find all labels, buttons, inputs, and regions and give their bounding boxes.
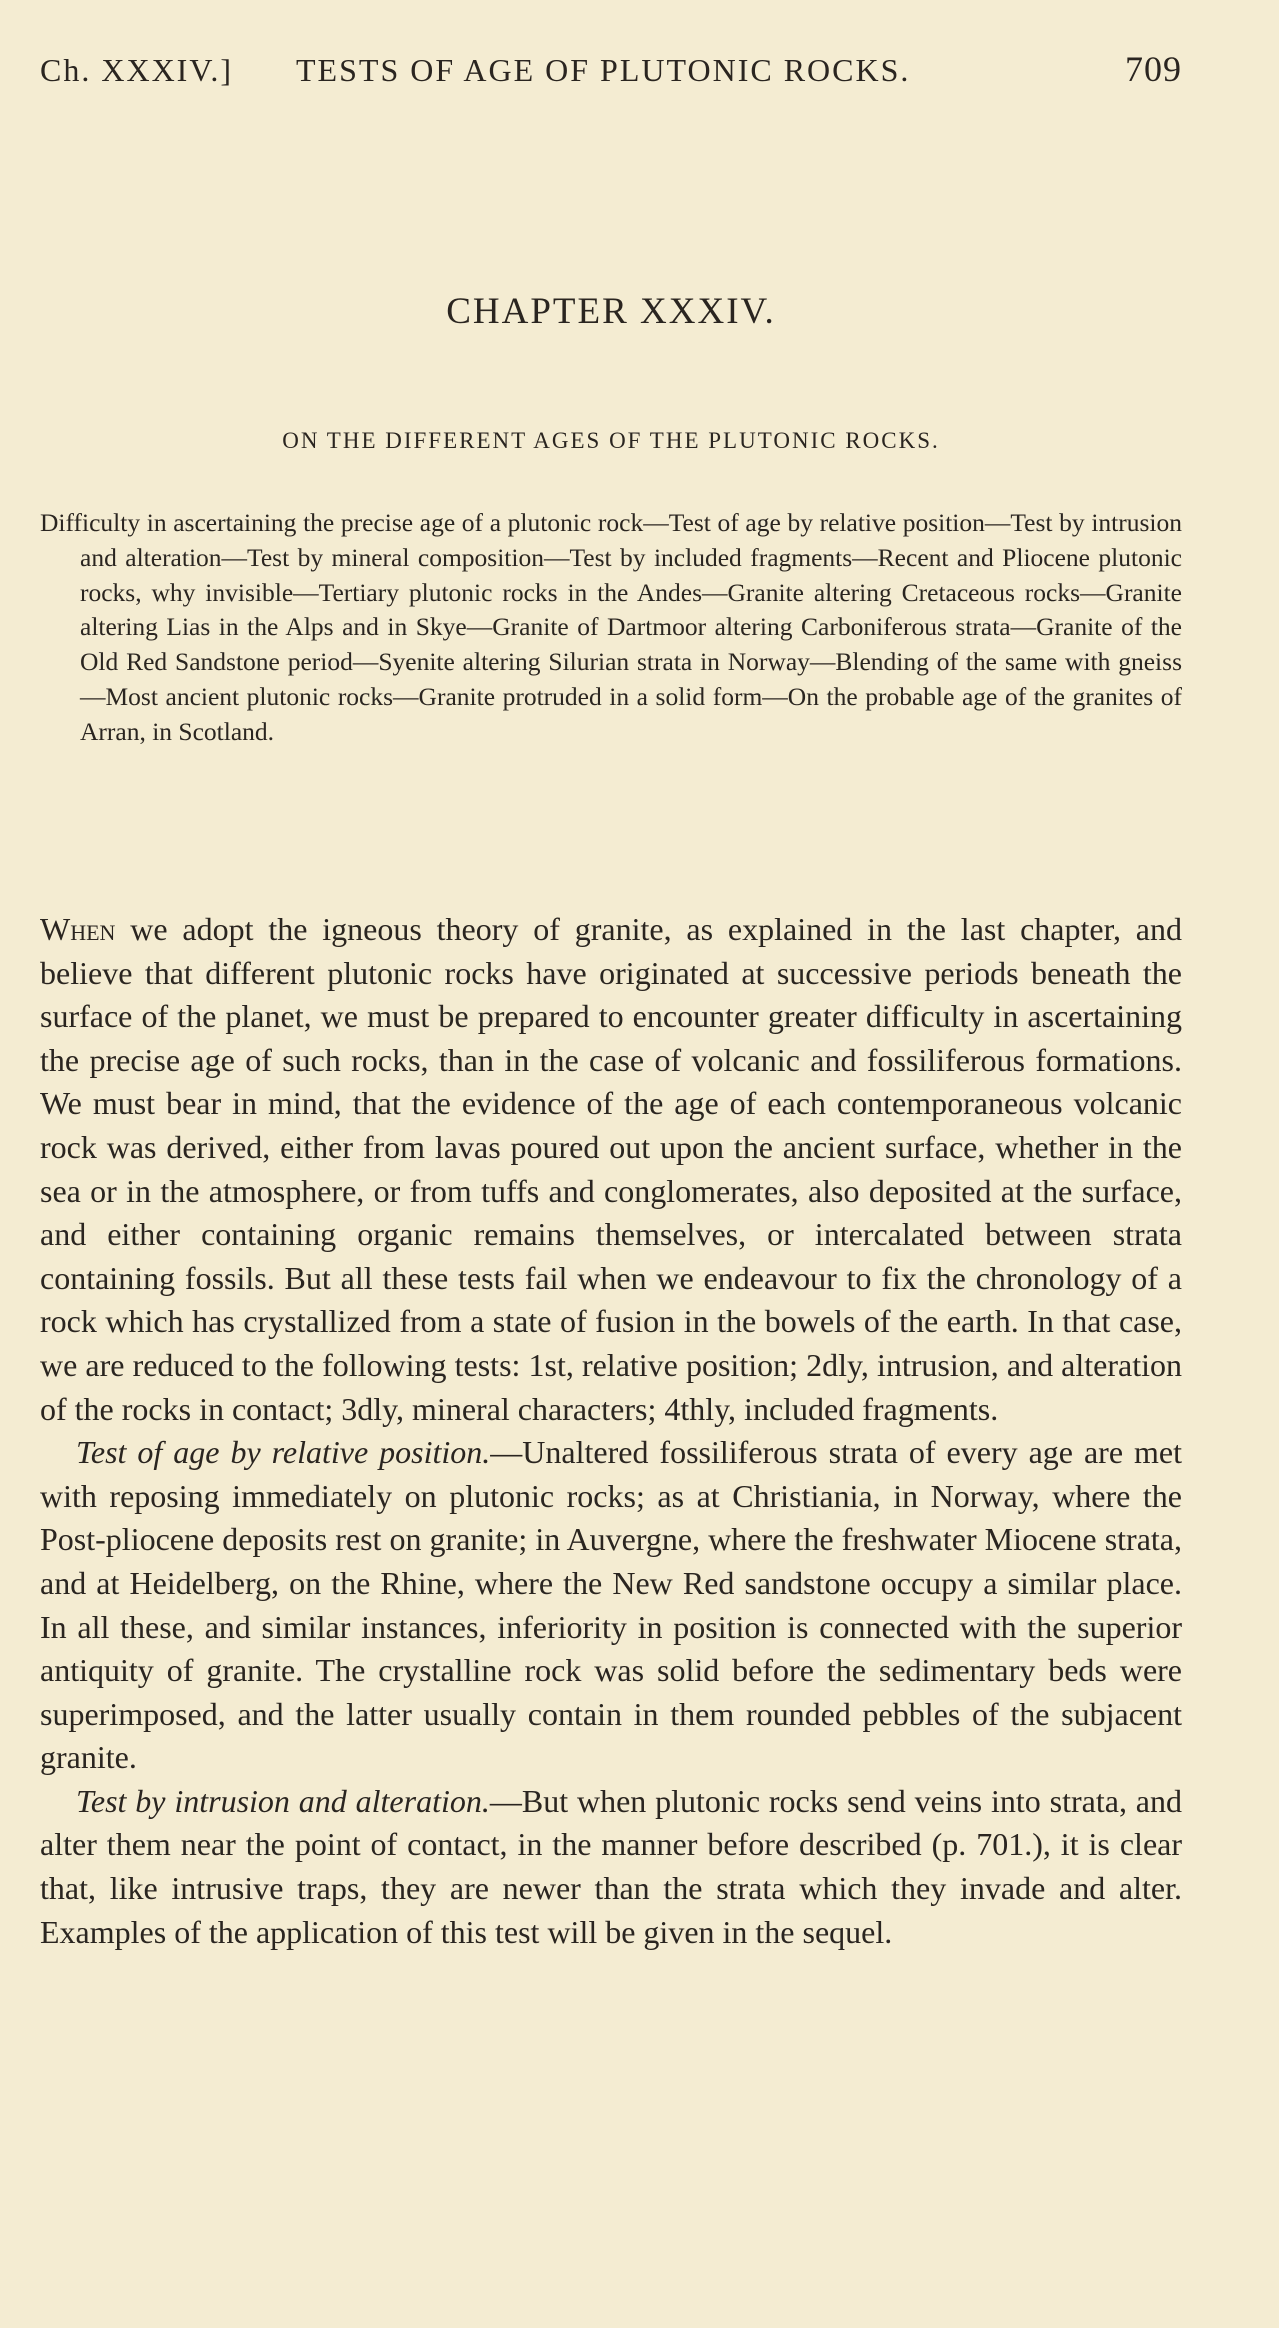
paragraph-1-lead: When [40, 911, 116, 947]
chapter-summary: Difficulty in ascertaining the precise age of a plutonic rock—Test of age by relative position—Test by intrusion and alteration—Test by mineral composition—Test by included fragments—Recent and Pliocene plutonic rocks, why invisible—Tertiary plutonic rocks in the Andes—Granite altering Cretaceous rocks—Granite altering Lias in the Alps and in Skye—Granite of Dartmoor altering Carboniferous strata—Granite of the Old Red Sandstone period—Syenite altering Silurian strata in Norway—Blending of the same with gneiss—Most ancient plutonic rocks—Granite protruded in a solid form—On the probable age of the granites of Arran, in Scotland. [40, 508, 1182, 746]
page-number: 709 [1125, 49, 1182, 89]
body-text [40, 908, 1182, 1954]
chapter-subtitle: ON THE DIFFERENT AGES OF THE PLUTONIC ROCKS. [282, 428, 940, 453]
running-head [40, 40, 1182, 100]
paragraph-2-heading: Test of age by relative position. [76, 1434, 491, 1471]
paragraph-2 [40, 1431, 1182, 1780]
paragraph-3 [40, 1780, 1182, 1954]
paragraph-1-text: we adopt the igneous theory of granite, as explained in the last chapter, and believe that different plutonic rocks have originated at successive periods beneath the surface of the planet, we must be prepared to encounter greater difficulty in ascertaining the precise age of such rocks, than in the case of volcanic and fossiliferous formations. We must bear in mind, that the evidence of the age of each contemporaneous volcanic rock was derived, either from lavas poured out upon the ancient surface, whether in the sea or in the atmosphere, or from tuffs and conglomerates, also deposited at the surface, and either containing organic remains themselves, or intercalated between strata containing fossils. But all these tests fail when we endeavour to fix the chronology of a rock which has crystallized from a state of fusion in the bowels of the earth. In that case, we are reduced to the following tests: 1st, relative position; 2dly, intrusion, and alteration of the rocks in contact; 3dly, mineral characters; 4thly, included fragments. [40, 911, 1182, 1427]
paragraph-3-text: —But when plutonic rocks send veins into strata, and alter them near the point of contact, in the manner before described (p. 701.), it is clear that, like intrusive traps, they are newer than the strata which they invade and alter. Examples of the application of this test will be given in the sequel. [40, 1782, 1183, 1950]
chapter-title: CHAPTER XXXIV. [446, 291, 776, 332]
paragraph-3-heading: Test by intrusion and alteration. [76, 1782, 490, 1819]
chapter-reference: Ch. XXXIV.] [40, 52, 233, 88]
paragraph-2-text: —Unaltered fossiliferous strata of every age are met with reposing immediately on plutonic rocks; as at Christiania, in Norway, where the Post-pliocene deposits rest on granite; in Auvergne, where the freshwater Miocene strata, and at Heidelberg, on the Rhine, where the New Red sandstone occupy a similar place. In all these, and similar instances, inferiority in position is connected with the superior antiquity of granite. The crystalline rock was solid before the sedimentary beds were superimposed, and the latter usually contain in them rounded pebbles of the subjacent granite. [40, 1434, 1183, 1776]
running-title: TESTS OF AGE OF PLUTONIC ROCKS. [296, 52, 911, 88]
paragraph-1 [40, 908, 1182, 1431]
book-page [40, 40, 1183, 1950]
